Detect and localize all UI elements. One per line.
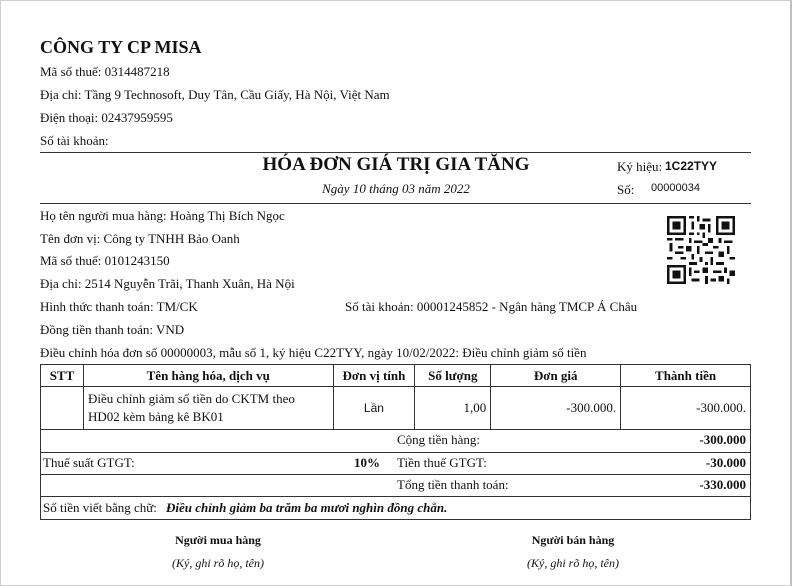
buyer-name: Họ tên người mua hàng: Hoàng Thị Bích Ngọc [40, 208, 285, 223]
company-name: CÔNG TY CP MISA [40, 37, 202, 57]
column-header-quantity: Số lượng [415, 365, 491, 387]
buyer-tax-code: Mã số thuế: 0101243150 [40, 253, 170, 268]
column-header-amount: Thành tiền [621, 365, 751, 387]
invoice-date: Ngày 10 tháng 03 năm 2022 [322, 181, 470, 196]
vat-rate-label: Thuế suất GTGT: [43, 455, 135, 470]
column-header-unit: Đơn vị tính [333, 365, 415, 387]
adjustment-note: Điều chỉnh hóa đơn số 00000003, mẫu số 1, ký hiệu C22TYY, ngày 10/02/2022: Điều chỉnh giảm số tiền [40, 345, 587, 360]
buyer-unit: Tên đơn vị: Công ty TNHH Bảo Oanh [40, 231, 240, 246]
items-table [40, 364, 751, 430]
grand-total-value: -330.000 [699, 477, 746, 492]
cell-item-name: Điều chỉnh giảm số tiền do CKTM theo HD02 kèm bảng kê BK01 [83, 387, 333, 430]
vat-rate-value: 10% [354, 455, 380, 470]
title-divider [40, 203, 751, 204]
header-divider [40, 152, 751, 153]
cell-quantity: 1,00 [415, 387, 491, 430]
grand-total-label: Tổng tiền thanh toán: [397, 477, 509, 492]
symbol-label: Ký hiệu: [617, 159, 663, 174]
subtotal-label: Cộng tiền hàng: [397, 432, 481, 447]
buyer-account: Số tài khoản: 00001245852 - Ngân hàng TMCP Á Châu [345, 299, 638, 314]
seller-phone: Điện thoại: 02437959595 [40, 110, 173, 125]
number-value: 00000034 [651, 182, 700, 194]
seller-signature-note: (Ký, ghi rõ họ, tên) [527, 556, 619, 570]
subtotal-divider [40, 452, 751, 453]
symbol-value: 1C22TYY [665, 159, 718, 173]
number-label: Số: [617, 182, 635, 197]
column-header-stt: STT [41, 365, 84, 387]
column-header-item-name: Tên hàng hóa, dịch vụ [83, 365, 333, 387]
seller-signature-title: Người bán hàng [531, 533, 615, 547]
cell-stt [41, 387, 84, 430]
vat-amount-label: Tiền thuế GTGT: [397, 455, 487, 470]
invoice-title: HÓA ĐƠN GIÁ TRỊ GIA TĂNG [262, 154, 530, 175]
seller-tax-code: Mã số thuế: 0314487218 [40, 64, 170, 79]
vat-amount-value: -30.000 [705, 455, 746, 470]
amount-in-words-value: Điều chỉnh giảm ba trăm ba mươi nghìn đồng chẵn. [166, 500, 448, 515]
cell-unit: Lần [333, 387, 415, 430]
payment-currency: Đồng tiền thanh toán: VND [40, 322, 185, 337]
qr-code [667, 216, 735, 284]
subtotal-value: -300.000 [699, 432, 746, 447]
buyer-signature-note: (Ký, ghi rõ họ, tên) [172, 556, 264, 570]
seller-account: Số tài khoản: [40, 133, 109, 148]
amount-in-words-label: Số tiền viết bằng chữ: [43, 500, 157, 515]
vat-divider [40, 474, 751, 475]
buyer-signature-title: Người mua hàng [175, 533, 261, 547]
column-header-unit-price: Đơn giá [491, 365, 621, 387]
table-header-row [41, 365, 751, 387]
cell-unit-price: -300.000. [491, 387, 621, 430]
payment-method: Hình thức thanh toán: TM/CK [40, 299, 198, 314]
seller-address: Địa chỉ: Tầng 9 Technosoft, Duy Tân, Cầu Giấy, Hà Nội, Việt Nam [40, 87, 390, 102]
cell-amount: -300.000. [621, 387, 751, 430]
buyer-address: Địa chỉ: 2514 Nguyễn Trãi, Thanh Xuân, Hà Nội [40, 276, 295, 291]
table-row [41, 387, 751, 430]
grand-total-divider [40, 496, 751, 497]
